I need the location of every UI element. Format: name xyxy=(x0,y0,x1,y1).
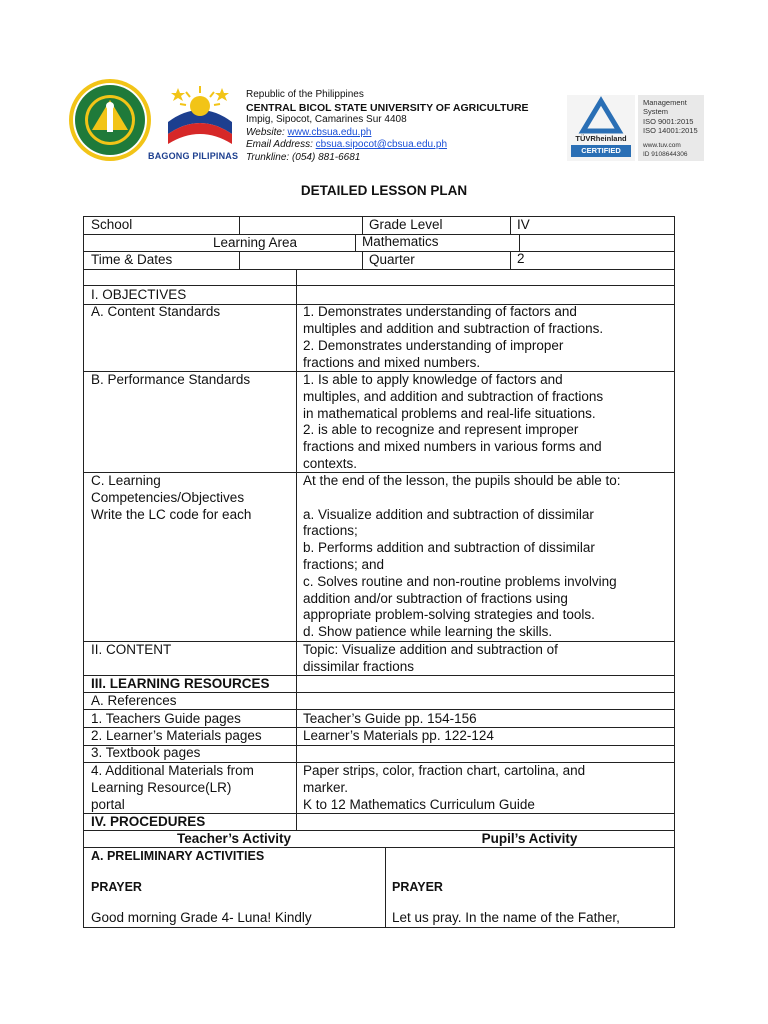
cert-line: ISO 9001:2015 xyxy=(643,117,694,126)
cert-line: ISO 14001:2015 xyxy=(643,126,698,135)
tuv-certified-badge: CERTIFIED xyxy=(581,146,621,155)
university-name: CENTRAL BICOL STATE UNIVERSITY OF AGRICULTURE xyxy=(246,101,529,114)
institution-info xyxy=(246,89,529,165)
teachers-guide-value: Teacher’s Guide pp. 154-156 xyxy=(303,711,477,726)
competency-line: fractions; and xyxy=(303,557,385,572)
performance-standards-line: in mathematical problems and real-life situations. xyxy=(303,406,596,421)
teachers-guide-label: 1. Teachers Guide pages xyxy=(91,711,241,726)
content-standards-line: 2. Demonstrates understanding of improper xyxy=(303,338,564,353)
teacher-activity-header: Teacher’s Activity xyxy=(176,831,292,846)
competency-line: d. Show patience while learning the skills. xyxy=(303,624,553,639)
teacher-activity-text: Good morning Grade 4- Luna! Kindly xyxy=(91,910,312,925)
performance-standards-line: multiples, and addition and subtraction of fractions xyxy=(303,389,604,404)
quarter-value: 2 xyxy=(517,251,525,266)
additional-materials-line: marker. xyxy=(303,780,349,795)
content-standards-line: 1. Demonstrates understanding of factors and xyxy=(303,304,577,319)
university-seal-logo xyxy=(68,78,152,162)
bagong-pilipinas-logo xyxy=(158,78,242,162)
cert-line: System xyxy=(643,107,669,116)
page-title: DETAILED LESSON PLAN xyxy=(300,183,468,198)
competency-line: a. Visualize addition and subtraction of dissimilar xyxy=(303,507,594,522)
website-link[interactable]: www.cbsua.edu.ph xyxy=(287,126,372,138)
competencies-label-line: Competencies/Objectives xyxy=(91,490,245,505)
competencies-label-line: C. Learning xyxy=(91,473,161,488)
performance-standards-label: B. Performance Standards xyxy=(91,372,251,387)
address-line: Impig, Sipocot, Camarines Sur 4408 xyxy=(246,114,407,126)
website-label: Website: xyxy=(246,126,285,138)
content-standards-line: fractions and mixed numbers. xyxy=(303,355,481,370)
learning-area-value: Mathematics xyxy=(362,234,439,249)
objectives-heading: I. OBJECTIVES xyxy=(91,287,187,302)
topic-line: dissimilar fractions xyxy=(303,659,415,674)
competencies-intro: At the end of the lesson, the pupils should be able to: xyxy=(303,473,621,488)
bagong-pilipinas-label: BAGONG PILIPINAS xyxy=(148,151,239,161)
additional-materials-label-line: portal xyxy=(91,797,125,812)
learning-area-label: Learning Area xyxy=(213,235,298,250)
pupil-activity-text: Let us pray. In the name of the Father, xyxy=(392,910,620,925)
pupil-activity-header: Pupil’s Activity xyxy=(481,831,578,846)
grade-level-label: Grade Level xyxy=(369,217,443,232)
learning-resources-heading: III. LEARNING RESOURCES xyxy=(91,676,270,691)
certification-panel xyxy=(638,95,704,161)
republic-line: Republic of the Philippines xyxy=(246,89,364,100)
performance-standards-line: fractions and mixed numbers in various forms and xyxy=(303,439,602,454)
additional-materials-line: K to 12 Mathematics Curriculum Guide xyxy=(303,797,535,812)
pupil-prayer-label: PRAYER xyxy=(392,880,443,894)
cert-line: Management xyxy=(643,98,687,107)
procedures-heading: IV. PROCEDURES xyxy=(91,814,206,829)
trunkline: Trunkline: (054) 881-6681 xyxy=(246,151,361,163)
additional-materials-line: Paper strips, color, fraction chart, cartolina, and xyxy=(303,763,586,778)
performance-standards-line: 2. is able to recognize and represent improper xyxy=(303,422,579,437)
cert-url: www.tuv.com xyxy=(643,142,681,149)
performance-standards-line: 1. Is able to apply knowledge of factors and xyxy=(303,372,563,387)
additional-materials-label-line: 4. Additional Materials from xyxy=(91,763,254,778)
teacher-prayer-label: PRAYER xyxy=(91,880,142,894)
content-standards-line: multiples and addition and subtraction of fractions. xyxy=(303,321,604,336)
textbook-label: 3. Textbook pages xyxy=(91,745,201,760)
grade-level-value: IV xyxy=(517,217,530,232)
learners-materials-value: Learner’s Materials pp. 122-124 xyxy=(303,728,494,743)
content-standards-label: A. Content Standards xyxy=(91,304,221,319)
content-heading: II. CONTENT xyxy=(91,642,172,657)
time-dates-label: Time & Dates xyxy=(91,252,173,267)
additional-materials-label-line: Learning Resource(LR) xyxy=(91,780,232,795)
quarter-label: Quarter xyxy=(369,252,415,267)
preliminary-activities-label: A. PRELIMINARY ACTIVITIES xyxy=(91,849,265,863)
cert-id: ID 9108644306 xyxy=(643,151,688,158)
competency-line: appropriate problem-solving strategies and tools. xyxy=(303,607,595,622)
learners-materials-label: 2. Learner’s Materials pages xyxy=(91,728,262,743)
competency-line: c. Solves routine and non-routine problems involving xyxy=(303,574,617,589)
performance-standards-line: contexts. xyxy=(303,456,358,471)
competency-line: addition and/or subtraction of fractions using xyxy=(303,591,568,606)
school-label: School xyxy=(91,217,133,232)
competency-line: fractions; xyxy=(303,523,358,538)
references-label: A. References xyxy=(91,693,177,708)
email-label: Email Address: xyxy=(246,139,313,151)
tuv-brand: TÜVRheinland xyxy=(575,134,627,143)
tuv-certification-logo xyxy=(567,95,635,161)
competency-line: b. Performs addition and subtraction of dissimilar xyxy=(303,540,595,555)
competencies-label-line: Write the LC code for each xyxy=(91,507,252,522)
email-link[interactable]: cbsua.sipocot@cbsua.edu.ph xyxy=(315,139,448,151)
topic-line: Topic: Visualize addition and subtraction of xyxy=(303,642,558,657)
